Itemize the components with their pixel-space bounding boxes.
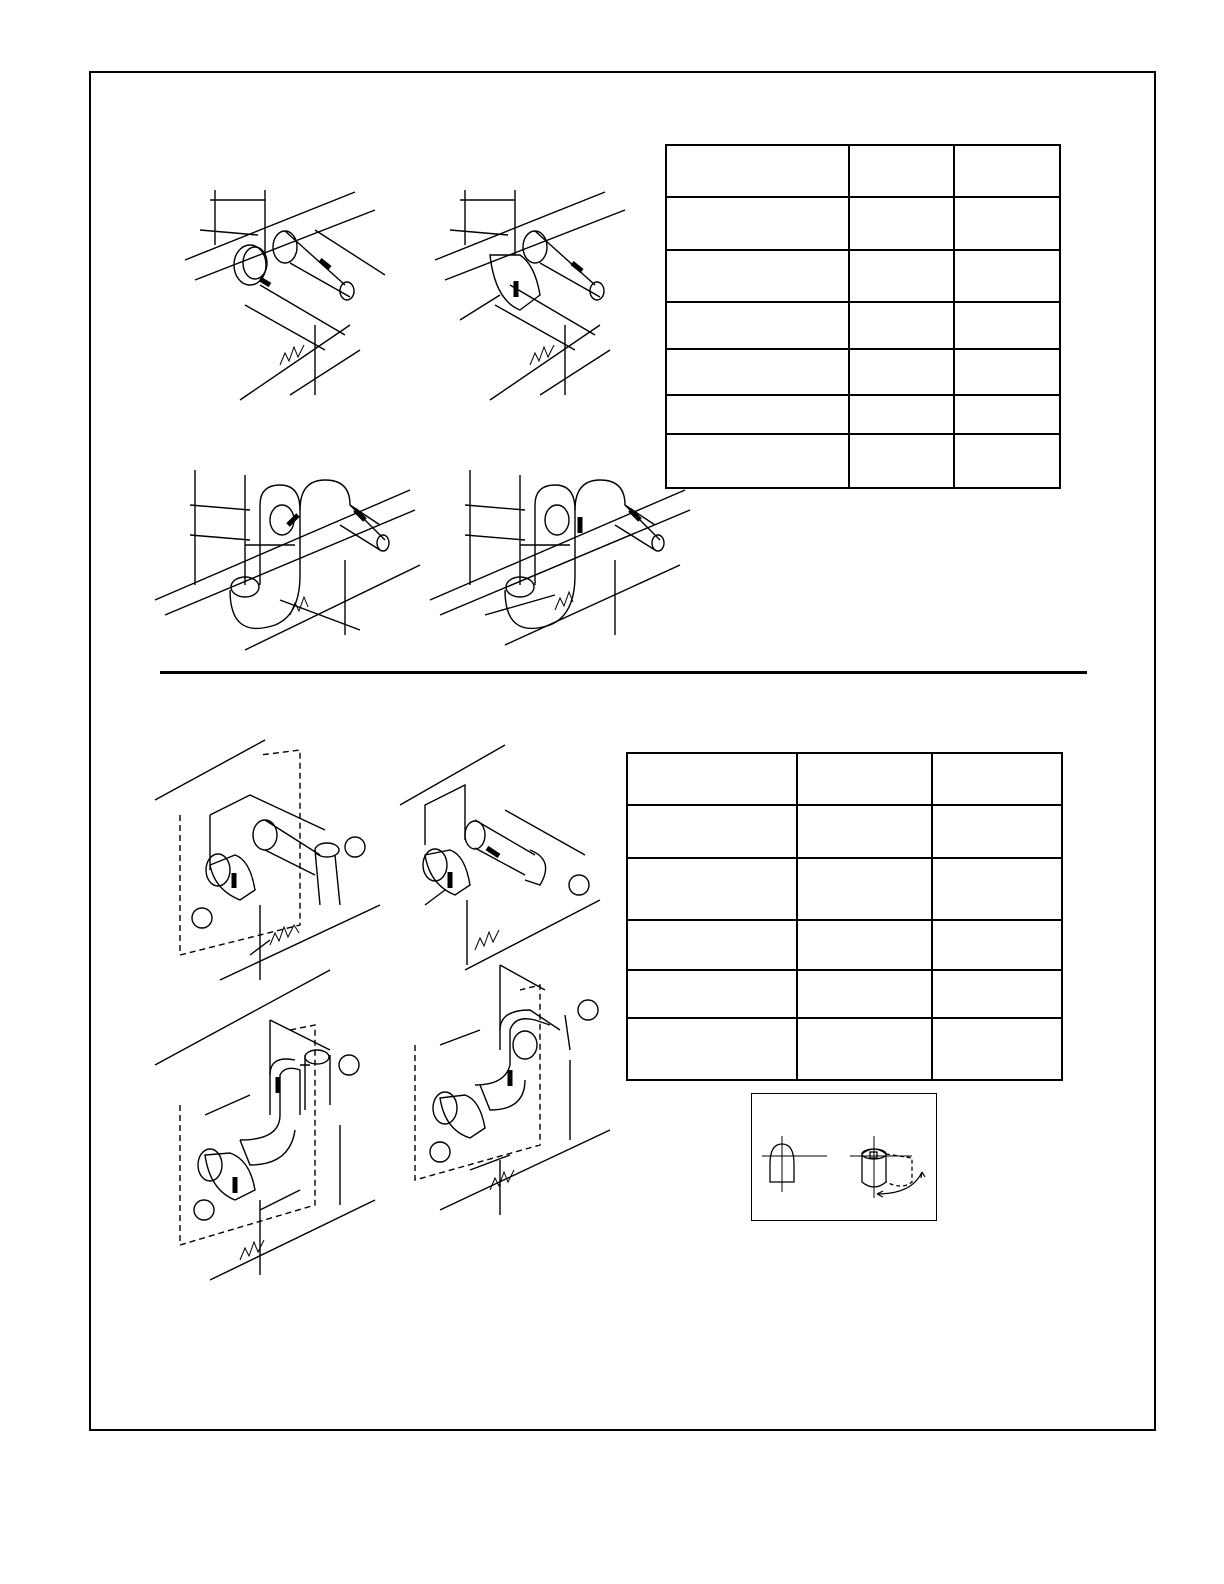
table-cell: [954, 395, 1060, 434]
table-cell: [954, 145, 1060, 197]
table-cell: [849, 197, 954, 250]
section-divider: [160, 671, 1087, 674]
table-cell: [627, 1018, 797, 1080]
table-cell: [849, 434, 954, 488]
bottom-spec-table: [626, 752, 1063, 1081]
figure-top-b: [400, 185, 640, 405]
table-cell: [627, 970, 797, 1018]
table-cell: [849, 349, 954, 395]
figure-top-c: [150, 465, 420, 655]
table-cell: [666, 434, 849, 488]
table-cell: [666, 395, 849, 434]
table-cell: [932, 920, 1062, 970]
table-cell: [627, 920, 797, 970]
table-cell: [849, 250, 954, 302]
table-cell: [932, 970, 1062, 1018]
table-cell: [627, 805, 797, 858]
table-cell: [627, 858, 797, 920]
figure-bottom-b: [395, 740, 605, 975]
table-cell: [797, 805, 932, 858]
table-cell: [666, 302, 849, 349]
table-cell: [849, 145, 954, 197]
table-cell: [849, 302, 954, 349]
figure-top-a: [150, 185, 390, 405]
table-cell: [932, 858, 1062, 920]
table-cell: [954, 302, 1060, 349]
table-cell: [797, 920, 932, 970]
figure-bottom-c: [150, 965, 380, 1285]
top-spec-table: [665, 144, 1061, 489]
pipe-rotation-inset: [751, 1093, 937, 1221]
pipe-rotation-detail: [752, 1094, 938, 1222]
table-cell: [666, 197, 849, 250]
table-cell: [932, 805, 1062, 858]
table-cell: [666, 145, 849, 197]
table-cell: [954, 250, 1060, 302]
figure-top-d: [425, 465, 695, 655]
table-cell: [954, 197, 1060, 250]
table-cell: [797, 753, 932, 805]
table-cell: [627, 753, 797, 805]
table-cell: [932, 753, 1062, 805]
table-cell: [954, 434, 1060, 488]
table-cell: [797, 970, 932, 1018]
table-cell: [849, 395, 954, 434]
figure-bottom-a: [150, 740, 380, 985]
table-cell: [797, 858, 932, 920]
table-cell: [797, 1018, 932, 1080]
table-cell: [954, 349, 1060, 395]
table-cell: [666, 349, 849, 395]
table-cell: [932, 1018, 1062, 1080]
table-cell: [666, 250, 849, 302]
figure-bottom-d: [410, 960, 610, 1225]
